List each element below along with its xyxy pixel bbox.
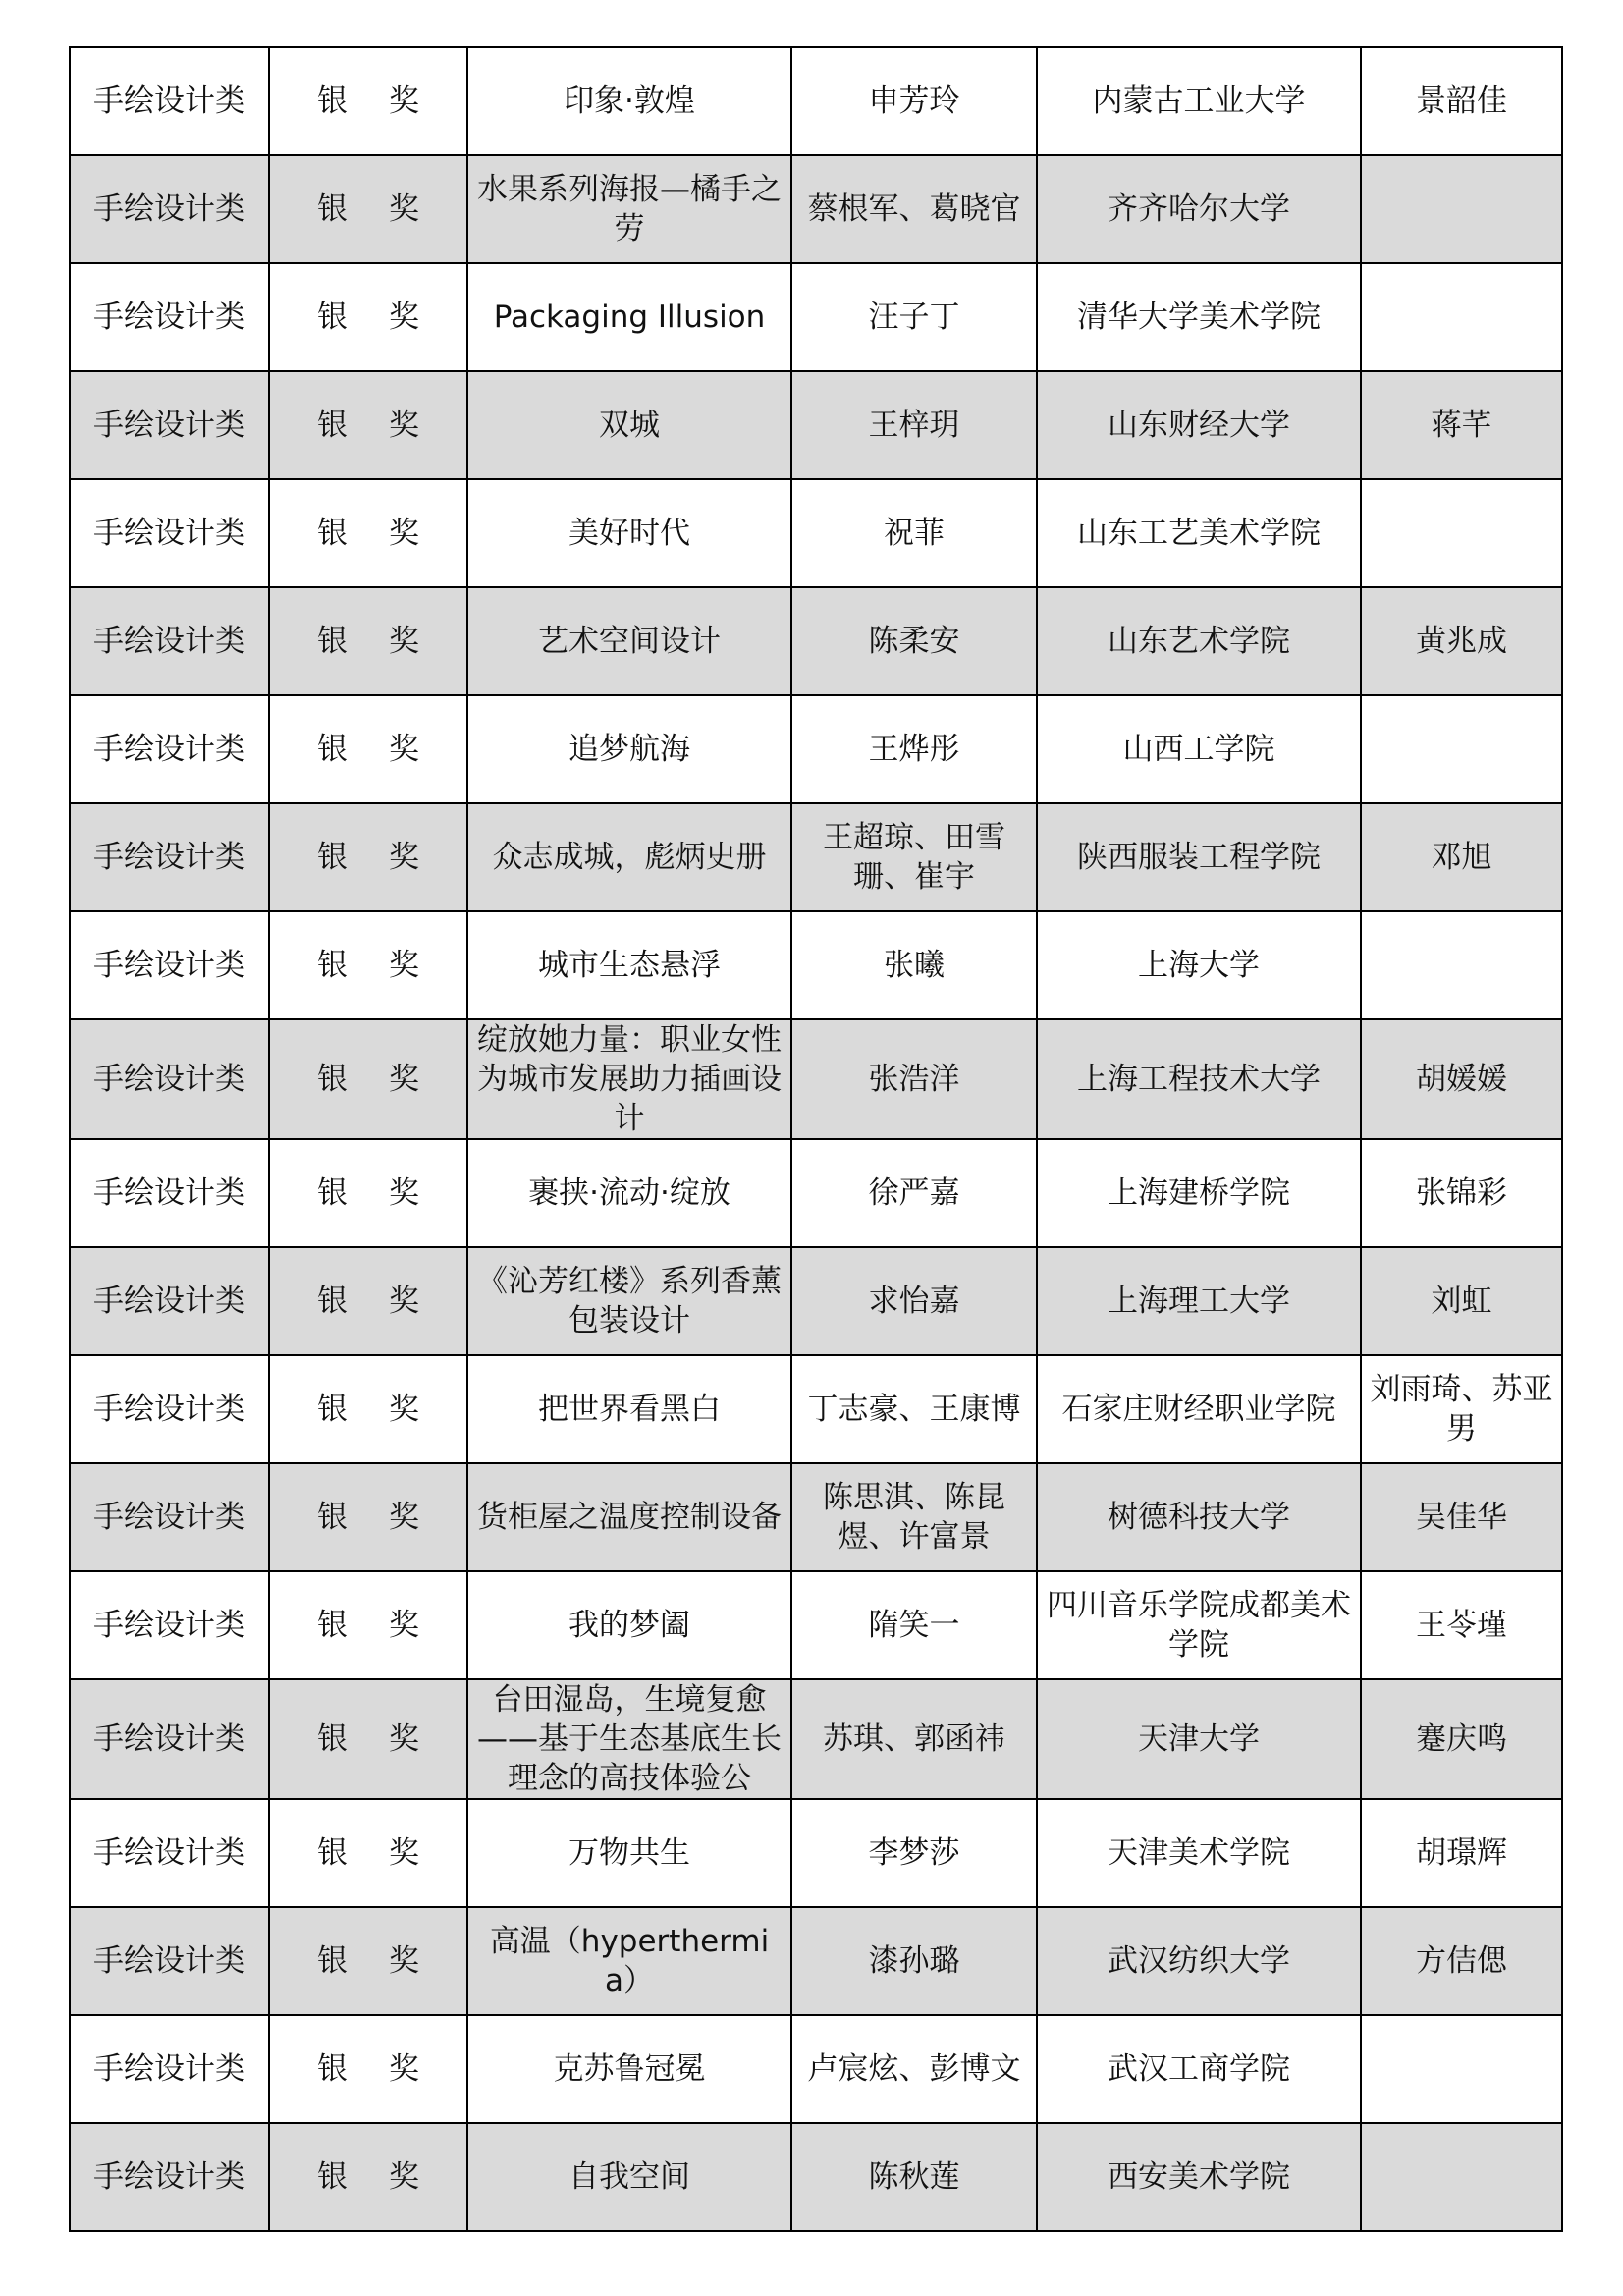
category-text: 手绘设计类 — [93, 1175, 245, 1211]
school-text: 石家庄财经职业学院 — [1061, 1392, 1336, 1427]
award-level-char: 银 — [317, 1062, 348, 1097]
author-cell — [791, 695, 1037, 803]
award-level-char: 银 — [317, 2051, 348, 2087]
author-cell — [791, 2015, 1037, 2123]
award-level-char: 奖 — [389, 624, 419, 659]
school-cell — [1037, 2015, 1361, 2123]
author-text: 漆孙璐 — [868, 1943, 960, 1979]
award-level-char: 奖 — [389, 948, 419, 983]
category-text: 手绘设计类 — [93, 624, 245, 659]
table-row — [70, 2015, 1562, 2123]
category-text: 手绘设计类 — [93, 1943, 245, 1979]
author-cell — [791, 1139, 1037, 1247]
category-cell — [70, 47, 269, 155]
school-text: 上海理工大学 — [1108, 1284, 1290, 1319]
author-cell — [791, 1907, 1037, 2015]
award-cell — [269, 263, 467, 371]
award-level-char: 奖 — [389, 1175, 419, 1211]
award-level-char: 银 — [317, 516, 348, 551]
category-text: 手绘设计类 — [93, 948, 245, 983]
category-text: 手绘设计类 — [93, 840, 245, 875]
award-level-char: 银 — [317, 2159, 348, 2195]
award-level-char: 银 — [317, 1175, 348, 1211]
work-title-text: 艺术空间设计 — [538, 624, 721, 659]
teacher-cell — [1361, 695, 1562, 803]
author-text: 隋笑一 — [868, 1608, 960, 1643]
work-title-text: 万物共生 — [568, 1835, 690, 1871]
awards-table-body — [70, 47, 1562, 2231]
award-level — [317, 1175, 419, 1211]
work-title-cell — [467, 155, 791, 263]
teacher-cell — [1361, 803, 1562, 911]
school-text: 上海建桥学院 — [1108, 1175, 1290, 1211]
author-text: 蔡根军、葛晓官 — [807, 191, 1021, 227]
category-text: 手绘设计类 — [93, 1500, 245, 1535]
table-row — [70, 1799, 1562, 1907]
category-cell — [70, 587, 269, 695]
award-level-char: 奖 — [389, 191, 419, 227]
category-cell — [70, 2123, 269, 2231]
award-cell — [269, 587, 467, 695]
school-cell — [1037, 371, 1361, 479]
award-level-char: 银 — [317, 408, 348, 443]
teacher-text: 吴佳华 — [1416, 1500, 1507, 1535]
school-cell — [1037, 479, 1361, 587]
award-cell — [269, 1019, 467, 1139]
work-title-text: 把世界看黑白 — [538, 1392, 721, 1427]
table-row — [70, 1907, 1562, 2015]
award-level — [317, 1608, 419, 1643]
author-cell — [791, 263, 1037, 371]
school-cell — [1037, 2123, 1361, 2231]
teacher-text: 黄兆成 — [1416, 624, 1507, 659]
award-level-char: 银 — [317, 948, 348, 983]
author-cell — [791, 47, 1037, 155]
work-title-text: 绽放她力量：职业女性为城市发展助力插画设计 — [477, 1022, 782, 1136]
work-title-text: 《沁芳红楼》系列香薰包装设计 — [477, 1264, 782, 1339]
work-title-text: 城市生态悬浮 — [538, 948, 721, 983]
teacher-cell — [1361, 371, 1562, 479]
teacher-text: 张锦彩 — [1416, 1175, 1507, 1211]
award-level — [317, 300, 419, 335]
school-text: 天津美术学院 — [1108, 1835, 1290, 1871]
category-text: 手绘设计类 — [93, 732, 245, 767]
teacher-text: 方佶偲 — [1416, 1943, 1507, 1979]
category-text: 手绘设计类 — [93, 2051, 245, 2087]
work-title-cell — [467, 1571, 791, 1679]
work-title-text: 台田湿岛，生境复愈——基于生态基底生长理念的高技体验公 — [477, 1682, 782, 1796]
category-cell — [70, 2015, 269, 2123]
author-cell — [791, 1247, 1037, 1355]
category-text: 手绘设计类 — [93, 1722, 245, 1757]
category-cell — [70, 1463, 269, 1571]
award-level-char: 奖 — [389, 2159, 419, 2195]
school-text: 上海工程技术大学 — [1077, 1062, 1321, 1097]
author-text: 李梦莎 — [868, 1835, 960, 1871]
teacher-cell — [1361, 1799, 1562, 1907]
author-cell — [791, 371, 1037, 479]
school-cell — [1037, 155, 1361, 263]
category-text: 手绘设计类 — [93, 2159, 245, 2195]
school-text: 齐齐哈尔大学 — [1108, 191, 1290, 227]
author-cell — [791, 1019, 1037, 1139]
work-title-text: 印象·敦煌 — [564, 83, 695, 119]
work-title-cell — [467, 1463, 791, 1571]
award-level-char: 奖 — [389, 300, 419, 335]
award-level-char: 奖 — [389, 2051, 419, 2087]
work-title-cell — [467, 1139, 791, 1247]
category-text: 手绘设计类 — [93, 1392, 245, 1427]
school-text: 陕西服装工程学院 — [1077, 840, 1321, 875]
work-title-cell — [467, 2015, 791, 2123]
work-title-text: 高温（hyperthermia） — [489, 1924, 770, 1998]
category-text: 手绘设计类 — [93, 516, 245, 551]
award-level-char: 奖 — [389, 516, 419, 551]
category-cell — [70, 1355, 269, 1463]
category-text: 手绘设计类 — [93, 1284, 245, 1319]
teacher-cell — [1361, 155, 1562, 263]
author-cell — [791, 2123, 1037, 2231]
teacher-cell — [1361, 1907, 1562, 2015]
work-title-text: 水果系列海报—橘手之劳 — [477, 172, 782, 246]
work-title-text: 自我空间 — [568, 2159, 690, 2195]
teacher-cell — [1361, 587, 1562, 695]
category-cell — [70, 479, 269, 587]
teacher-text: 刘雨琦、苏亚男 — [1370, 1372, 1553, 1447]
author-cell — [791, 479, 1037, 587]
school-text: 树德科技大学 — [1108, 1500, 1290, 1535]
table-row — [70, 1463, 1562, 1571]
school-cell — [1037, 803, 1361, 911]
work-title-cell — [467, 1355, 791, 1463]
work-title-cell — [467, 263, 791, 371]
award-level-char: 银 — [317, 1722, 348, 1757]
author-cell — [791, 1679, 1037, 1799]
author-cell — [791, 587, 1037, 695]
award-level-char: 银 — [317, 1284, 348, 1319]
category-text: 手绘设计类 — [93, 191, 245, 227]
teacher-cell — [1361, 2123, 1562, 2231]
table-row — [70, 1139, 1562, 1247]
author-text: 汪子丁 — [868, 300, 960, 335]
award-cell — [269, 695, 467, 803]
award-level-char: 奖 — [389, 1722, 419, 1757]
award-cell — [269, 911, 467, 1019]
award-level-char: 奖 — [389, 1392, 419, 1427]
work-title-cell — [467, 911, 791, 1019]
award-cell — [269, 371, 467, 479]
work-title-cell — [467, 1679, 791, 1799]
award-cell — [269, 1247, 467, 1355]
author-text: 陈柔安 — [868, 624, 960, 659]
author-text: 陈秋莲 — [868, 2159, 960, 2195]
award-level — [317, 1835, 419, 1871]
school-text: 天津大学 — [1138, 1722, 1260, 1757]
award-level — [317, 1722, 419, 1757]
teacher-cell — [1361, 263, 1562, 371]
table-row — [70, 695, 1562, 803]
category-cell — [70, 1799, 269, 1907]
school-cell — [1037, 1799, 1361, 1907]
teacher-text: 邓旭 — [1431, 840, 1492, 875]
school-cell — [1037, 695, 1361, 803]
award-level-char: 银 — [317, 1943, 348, 1979]
award-level-char: 银 — [317, 1500, 348, 1535]
award-level-char: 奖 — [389, 732, 419, 767]
teacher-cell — [1361, 1571, 1562, 1679]
category-cell — [70, 1679, 269, 1799]
work-title-text: 货柜屋之温度控制设备 — [477, 1500, 782, 1535]
award-level-char: 银 — [317, 300, 348, 335]
table-row — [70, 587, 1562, 695]
teacher-cell — [1361, 911, 1562, 1019]
school-text: 山东艺术学院 — [1108, 624, 1290, 659]
award-level — [317, 2051, 419, 2087]
teacher-cell — [1361, 1463, 1562, 1571]
school-text: 武汉纺织大学 — [1108, 1943, 1290, 1979]
school-text: 山西工学院 — [1122, 732, 1275, 767]
table-row — [70, 263, 1562, 371]
award-level-char: 奖 — [389, 1284, 419, 1319]
teacher-text: 蒋芊 — [1431, 408, 1492, 443]
work-title-cell — [467, 1019, 791, 1139]
award-level-char: 奖 — [389, 1608, 419, 1643]
teacher-cell — [1361, 1355, 1562, 1463]
work-title-cell — [467, 47, 791, 155]
award-cell — [269, 1139, 467, 1247]
school-cell — [1037, 1139, 1361, 1247]
award-level-char: 奖 — [389, 1943, 419, 1979]
award-level — [317, 1392, 419, 1427]
school-text: 山东财经大学 — [1108, 408, 1290, 443]
work-title-cell — [467, 371, 791, 479]
award-level — [317, 732, 419, 767]
award-level-char: 奖 — [389, 840, 419, 875]
teacher-text: 蹇庆鸣 — [1416, 1722, 1507, 1757]
work-title-cell — [467, 1799, 791, 1907]
award-level-char: 奖 — [389, 1500, 419, 1535]
work-title-text: 众志成城，彪炳史册 — [492, 840, 767, 875]
teacher-cell — [1361, 1247, 1562, 1355]
author-text: 王梓玥 — [868, 408, 960, 443]
award-level — [317, 408, 419, 443]
award-cell — [269, 2015, 467, 2123]
table-row — [70, 371, 1562, 479]
award-cell — [269, 47, 467, 155]
author-cell — [791, 1463, 1037, 1571]
category-cell — [70, 155, 269, 263]
author-text: 卢宸炫、彭博文 — [807, 2051, 1021, 2087]
school-cell — [1037, 1247, 1361, 1355]
teacher-text: 胡璟辉 — [1416, 1835, 1507, 1871]
award-level — [317, 840, 419, 875]
work-title-text: 裹挟·流动·绽放 — [528, 1175, 730, 1211]
category-cell — [70, 911, 269, 1019]
author-cell — [791, 911, 1037, 1019]
award-cell — [269, 1571, 467, 1679]
table-row — [70, 1679, 1562, 1799]
category-text: 手绘设计类 — [93, 300, 245, 335]
school-cell — [1037, 1019, 1361, 1139]
author-text: 申芳玲 — [868, 83, 960, 119]
table-row — [70, 1247, 1562, 1355]
category-text: 手绘设计类 — [93, 1608, 245, 1643]
award-level — [317, 1062, 419, 1097]
author-cell — [791, 155, 1037, 263]
award-cell — [269, 1679, 467, 1799]
school-cell — [1037, 1355, 1361, 1463]
school-text: 西安美术学院 — [1108, 2159, 1290, 2195]
award-level-char: 奖 — [389, 408, 419, 443]
school-cell — [1037, 587, 1361, 695]
teacher-text: 刘虹 — [1431, 1284, 1492, 1319]
school-text: 清华大学美术学院 — [1077, 300, 1321, 335]
category-text: 手绘设计类 — [93, 83, 245, 119]
table-row — [70, 1019, 1562, 1139]
category-cell — [70, 695, 269, 803]
award-level — [317, 2159, 419, 2195]
award-level — [317, 624, 419, 659]
category-cell — [70, 371, 269, 479]
award-level-char: 奖 — [389, 1835, 419, 1871]
category-cell — [70, 1247, 269, 1355]
work-title-cell — [467, 2123, 791, 2231]
award-level-char: 银 — [317, 1835, 348, 1871]
author-text: 徐严嘉 — [868, 1175, 960, 1211]
award-level-char: 银 — [317, 1608, 348, 1643]
teacher-text: 景韶佳 — [1416, 83, 1507, 119]
author-text: 王超琼、田雪珊、崔宇 — [823, 820, 1005, 895]
award-level — [317, 1943, 419, 1979]
award-level-char: 银 — [317, 83, 348, 119]
category-cell — [70, 1907, 269, 2015]
work-title-cell — [467, 803, 791, 911]
award-level-char: 银 — [317, 732, 348, 767]
work-title-text: 我的梦阖 — [568, 1608, 690, 1643]
author-text: 王烨彤 — [868, 732, 960, 767]
category-text: 手绘设计类 — [93, 408, 245, 443]
work-title-text: 克苏鲁冠冕 — [553, 2051, 706, 2087]
table-row — [70, 479, 1562, 587]
school-cell — [1037, 1463, 1361, 1571]
school-text: 四川音乐学院成都美术学院 — [1047, 1588, 1351, 1663]
award-level — [317, 83, 419, 119]
school-cell — [1037, 1907, 1361, 2015]
award-level-char: 奖 — [389, 83, 419, 119]
table-row — [70, 911, 1562, 1019]
school-cell — [1037, 1679, 1361, 1799]
table-row — [70, 47, 1562, 155]
award-cell — [269, 1355, 467, 1463]
author-cell — [791, 1355, 1037, 1463]
work-title-cell — [467, 587, 791, 695]
award-level-char: 银 — [317, 1392, 348, 1427]
teacher-cell — [1361, 47, 1562, 155]
award-level — [317, 948, 419, 983]
work-title-cell — [467, 1907, 791, 2015]
award-cell — [269, 1799, 467, 1907]
category-cell — [70, 803, 269, 911]
work-title-text: Packaging Illusion — [493, 300, 766, 335]
award-level-char: 银 — [317, 191, 348, 227]
awards-table — [69, 46, 1563, 2232]
table-row — [70, 1355, 1562, 1463]
table-row — [70, 1571, 1562, 1679]
award-level — [317, 516, 419, 551]
category-text: 手绘设计类 — [93, 1062, 245, 1097]
award-cell — [269, 155, 467, 263]
work-title-cell — [467, 695, 791, 803]
category-text: 手绘设计类 — [93, 1835, 245, 1871]
category-cell — [70, 1139, 269, 1247]
table-row — [70, 155, 1562, 263]
award-cell — [269, 1463, 467, 1571]
author-text: 祝菲 — [884, 516, 945, 551]
award-level-char: 银 — [317, 840, 348, 875]
award-cell — [269, 803, 467, 911]
award-cell — [269, 479, 467, 587]
teacher-text: 王苓瑾 — [1416, 1608, 1507, 1643]
teacher-cell — [1361, 1019, 1562, 1139]
award-level-char: 银 — [317, 624, 348, 659]
school-text: 山东工艺美术学院 — [1077, 516, 1321, 551]
author-text: 张曦 — [884, 948, 945, 983]
award-level — [317, 1284, 419, 1319]
teacher-cell — [1361, 1139, 1562, 1247]
category-cell — [70, 1019, 269, 1139]
teacher-cell — [1361, 479, 1562, 587]
author-text: 苏琪、郭函祎 — [823, 1722, 1005, 1757]
author-cell — [791, 1799, 1037, 1907]
school-cell — [1037, 911, 1361, 1019]
school-cell — [1037, 263, 1361, 371]
work-title-cell — [467, 479, 791, 587]
author-cell — [791, 803, 1037, 911]
school-text: 武汉工商学院 — [1108, 2051, 1290, 2087]
school-text: 上海大学 — [1138, 948, 1260, 983]
teacher-text: 胡媛媛 — [1416, 1062, 1507, 1097]
author-cell — [791, 1571, 1037, 1679]
category-cell — [70, 263, 269, 371]
author-text: 丁志豪、王康博 — [807, 1392, 1021, 1427]
teacher-cell — [1361, 1679, 1562, 1799]
category-cell — [70, 1571, 269, 1679]
work-title-text: 追梦航海 — [568, 732, 690, 767]
school-cell — [1037, 47, 1361, 155]
work-title-cell — [467, 1247, 791, 1355]
award-level — [317, 1500, 419, 1535]
teacher-cell — [1361, 2015, 1562, 2123]
award-level-char: 奖 — [389, 1062, 419, 1097]
table-row — [70, 803, 1562, 911]
author-text: 陈思淇、陈昆煜、许富景 — [823, 1480, 1005, 1555]
school-cell — [1037, 1571, 1361, 1679]
table-row — [70, 2123, 1562, 2231]
school-text: 内蒙古工业大学 — [1092, 83, 1306, 119]
work-title-text: 双城 — [599, 408, 660, 443]
author-text: 张浩洋 — [868, 1062, 960, 1097]
author-text: 求怡嘉 — [868, 1284, 960, 1319]
award-level — [317, 191, 419, 227]
award-cell — [269, 2123, 467, 2231]
work-title-text: 美好时代 — [568, 516, 690, 551]
award-cell — [269, 1907, 467, 2015]
